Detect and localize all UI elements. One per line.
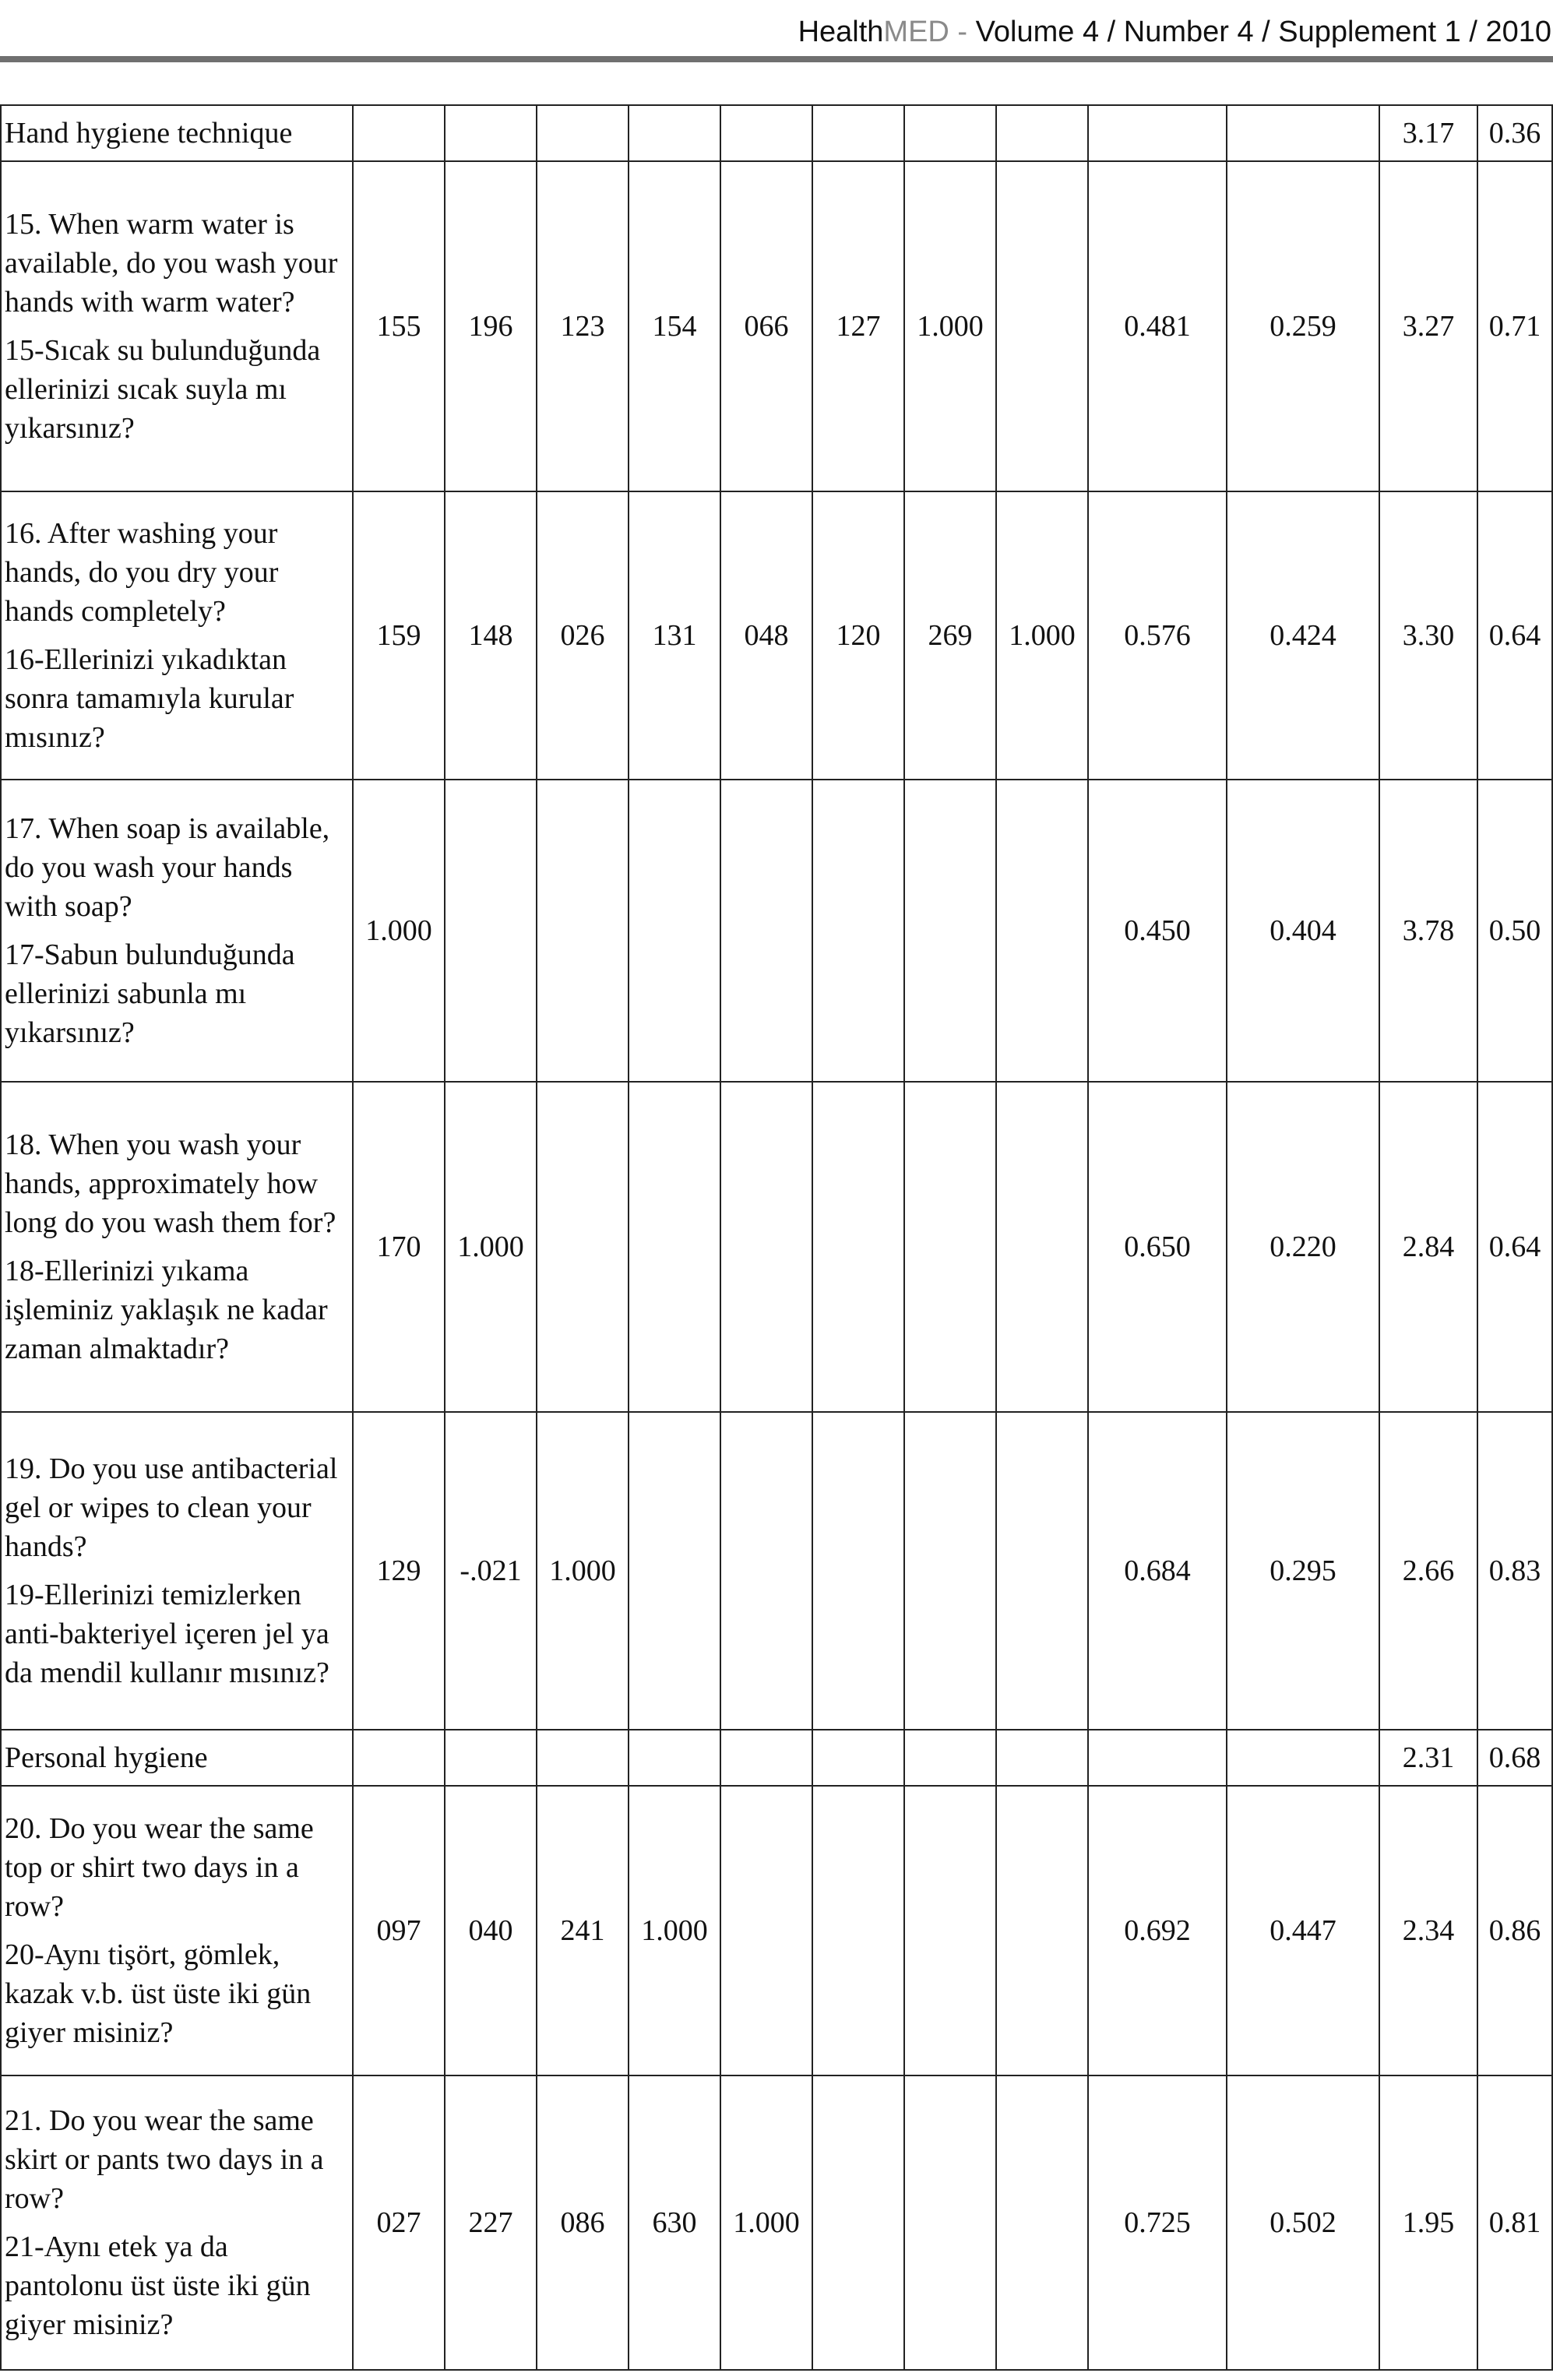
cell: [353, 105, 445, 161]
sd-cell: 0.71: [1477, 161, 1552, 491]
cell: [629, 1730, 720, 1786]
correlation-cell: 241: [537, 1786, 629, 2075]
cell: [629, 105, 720, 161]
correlation-cell: [629, 780, 720, 1082]
communality-cell: 0.259: [1227, 161, 1379, 491]
question-english: 17. When soap is available, do you wash your hands with soap?: [5, 812, 330, 923]
table-row: [1, 780, 1552, 1082]
section-row-hand-hygiene: [1, 105, 1552, 161]
loading-cell: 0.692: [1088, 1786, 1227, 2075]
correlation-cell: 027: [353, 2075, 445, 2370]
correlation-cell: 155: [353, 161, 445, 491]
correlation-cell: [812, 780, 904, 1082]
sd-cell: 0.64: [1477, 1082, 1552, 1412]
correlation-cell: 048: [720, 491, 812, 780]
correlation-cell: [812, 1786, 904, 2075]
question-turkish: 18-Ellerinizi yıkama işleminiz yaklaşık ne kadar zaman almaktadır?: [5, 1255, 328, 1365]
sd-cell: 0.86: [1477, 1786, 1552, 2075]
question-cell: [1, 1412, 353, 1730]
correlation-cell: 127: [812, 161, 904, 491]
correlation-cell: [537, 1082, 629, 1412]
item-analysis-table: [0, 104, 1553, 2371]
correlation-cell: [904, 1412, 996, 1730]
question-turkish: 15-Sıcak su bulunduğunda ellerinizi sıcak suyla mı yıkarsınız?: [5, 334, 321, 445]
table-row: [1, 1786, 1552, 2075]
section-mean: 2.31: [1379, 1730, 1477, 1786]
question-english: 21. Do you wear the same skirt or pants two days in a row?: [5, 2104, 324, 2215]
correlation-cell: 1.000: [996, 491, 1088, 780]
correlation-cell: 129: [353, 1412, 445, 1730]
communality-cell: 0.404: [1227, 780, 1379, 1082]
correlation-cell: 026: [537, 491, 629, 780]
correlation-cell: 196: [445, 161, 537, 491]
cell: [720, 105, 812, 161]
correlation-cell: [996, 1412, 1088, 1730]
correlation-cell: -.021: [445, 1412, 537, 1730]
correlation-cell: [720, 1412, 812, 1730]
question-english: 18. When you wash your hands, approximately how long do you wash them for?: [5, 1128, 336, 1239]
correlation-cell: 123: [537, 161, 629, 491]
correlation-cell: [629, 1412, 720, 1730]
correlation-cell: 148: [445, 491, 537, 780]
correlation-cell: 1.000: [629, 1786, 720, 2075]
mean-cell: 3.30: [1379, 491, 1477, 780]
cell: [537, 1730, 629, 1786]
correlation-cell: 630: [629, 2075, 720, 2370]
correlation-cell: 066: [720, 161, 812, 491]
question-english: 16. After washing your hands, do you dry your hands completely?: [5, 517, 279, 628]
correlation-cell: [812, 1082, 904, 1412]
communality-cell: 0.447: [1227, 1786, 1379, 2075]
question-turkish: 19-Ellerinizi temizlerken anti-bakteriyel içeren jel ya da mendil kullanır mısınız?: [5, 1579, 329, 1689]
table-row: [1, 491, 1552, 780]
mean-cell: 3.27: [1379, 161, 1477, 491]
correlation-cell: [996, 161, 1088, 491]
correlation-cell: 1.000: [537, 1412, 629, 1730]
loading-cell: 0.576: [1088, 491, 1227, 780]
section-sd: 0.36: [1477, 105, 1552, 161]
correlation-cell: [904, 1786, 996, 2075]
journal-name-health: Health: [798, 16, 884, 48]
section-title: Hand hygiene technique: [1, 105, 353, 161]
correlation-cell: 1.000: [445, 1082, 537, 1412]
question-cell: [1, 1082, 353, 1412]
loading-cell: 0.450: [1088, 780, 1227, 1082]
sd-cell: 0.81: [1477, 2075, 1552, 2370]
communality-cell: 0.424: [1227, 491, 1379, 780]
cell: [1088, 1730, 1227, 1786]
sd-cell: 0.83: [1477, 1412, 1552, 1730]
mean-cell: 2.34: [1379, 1786, 1477, 2075]
cell: [537, 105, 629, 161]
section-mean: 3.17: [1379, 105, 1477, 161]
table-row: [1, 1082, 1552, 1412]
correlation-cell: [720, 1082, 812, 1412]
journal-name-med: MED: [883, 16, 949, 48]
correlation-cell: 086: [537, 2075, 629, 2370]
correlation-cell: 131: [629, 491, 720, 780]
correlation-cell: 097: [353, 1786, 445, 2075]
cell: [1227, 105, 1379, 161]
correlation-cell: [720, 1786, 812, 2075]
correlation-cell: [996, 780, 1088, 1082]
question-english: 20. Do you wear the same top or shirt two days in a row?: [5, 1812, 314, 1923]
question-english: 15. When warm water is available, do you wash your hands with warm water?: [5, 208, 338, 319]
question-turkish: 16-Ellerinizi yıkadıktan sonra tamamıyla kurular mısınız?: [5, 643, 294, 754]
journal-citation: Volume 4 / Number 4 / Supplement 1 / 2010: [975, 16, 1551, 48]
correlation-cell: [812, 1412, 904, 1730]
sd-cell: 0.64: [1477, 491, 1552, 780]
correlation-cell: 227: [445, 2075, 537, 2370]
correlation-cell: [996, 1082, 1088, 1412]
cell: [1227, 1730, 1379, 1786]
correlation-cell: 154: [629, 161, 720, 491]
correlation-cell: 1.000: [904, 161, 996, 491]
table-row: [1, 2075, 1552, 2370]
cell: [904, 105, 996, 161]
correlation-cell: [720, 780, 812, 1082]
question-cell: [1, 1786, 353, 2075]
running-header: [0, 16, 1553, 49]
correlation-cell: 1.000: [353, 780, 445, 1082]
cell: [445, 1730, 537, 1786]
mean-cell: 1.95: [1379, 2075, 1477, 2370]
loading-cell: 0.725: [1088, 2075, 1227, 2370]
cell: [720, 1730, 812, 1786]
question-cell: [1, 161, 353, 491]
question-cell: [1, 780, 353, 1082]
cell: [812, 1730, 904, 1786]
correlation-cell: [996, 2075, 1088, 2370]
communality-cell: 0.502: [1227, 2075, 1379, 2370]
correlation-cell: [904, 2075, 996, 2370]
correlation-cell: 269: [904, 491, 996, 780]
mean-cell: 2.84: [1379, 1082, 1477, 1412]
correlation-cell: 170: [353, 1082, 445, 1412]
sd-cell: 0.50: [1477, 780, 1552, 1082]
section-sd: 0.68: [1477, 1730, 1552, 1786]
question-turkish: 17-Sabun bulunduğunda ellerinizi sabunla mı yıkarsınız?: [5, 938, 295, 1049]
communality-cell: 0.295: [1227, 1412, 1379, 1730]
cell: [1088, 105, 1227, 161]
header-separator: -: [949, 16, 976, 48]
loading-cell: 0.650: [1088, 1082, 1227, 1412]
cell: [996, 105, 1088, 161]
question-english: 19. Do you use antibacterial gel or wipes to clean your hands?: [5, 1452, 338, 1563]
mean-cell: 2.66: [1379, 1412, 1477, 1730]
correlation-cell: [904, 1082, 996, 1412]
cell: [353, 1730, 445, 1786]
mean-cell: 3.78: [1379, 780, 1477, 1082]
correlation-cell: 040: [445, 1786, 537, 2075]
loading-cell: 0.684: [1088, 1412, 1227, 1730]
correlation-cell: 159: [353, 491, 445, 780]
cell: [996, 1730, 1088, 1786]
question-turkish: 20-Aynı tişört, gömlek, kazak v.b. üst üste iki gün giyer misiniz?: [5, 1938, 312, 2049]
cell: [904, 1730, 996, 1786]
correlation-cell: [812, 2075, 904, 2370]
question-turkish: 21-Aynı etek ya da pantolonu üst üste iki gün giyer misiniz?: [5, 2230, 311, 2341]
correlation-cell: [629, 1082, 720, 1412]
header-rule: [0, 56, 1553, 62]
communality-cell: 0.220: [1227, 1082, 1379, 1412]
section-title: Personal hygiene: [1, 1730, 353, 1786]
section-row-personal-hygiene: [1, 1730, 1552, 1786]
question-cell: [1, 491, 353, 780]
table-row: [1, 161, 1552, 491]
cell: [445, 105, 537, 161]
table-row: [1, 1412, 1552, 1730]
correlation-cell: 1.000: [720, 2075, 812, 2370]
correlation-cell: [445, 780, 537, 1082]
question-cell: [1, 2075, 353, 2370]
correlation-cell: [537, 780, 629, 1082]
correlation-cell: [904, 780, 996, 1082]
correlation-cell: 120: [812, 491, 904, 780]
cell: [812, 105, 904, 161]
loading-cell: 0.481: [1088, 161, 1227, 491]
correlation-cell: [996, 1786, 1088, 2075]
